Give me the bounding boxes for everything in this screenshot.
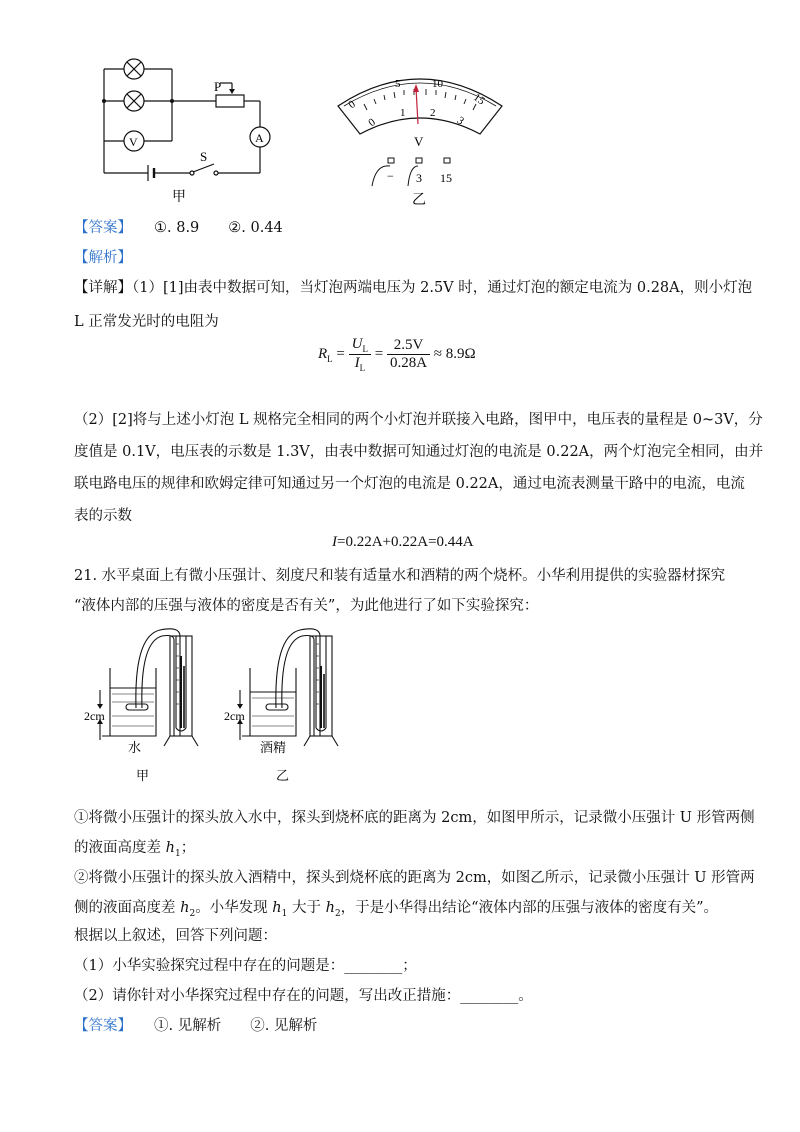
q21-step2-b [74, 898, 718, 924]
q21-h1: h [165, 840, 175, 856]
depth-label-alcohol: 2cm [224, 709, 245, 723]
q21-line2: “液体内部的压强与液体的密度是否有关”，为此他进行了如下实验探究： [74, 598, 539, 614]
q21-step2-b3: 大于 [287, 900, 326, 916]
formula-i-sub: L [359, 363, 366, 373]
answer-2-tag: 【答案】 [74, 1018, 132, 1034]
outer-tick-5: 5 [395, 78, 401, 90]
q21-step1-b [74, 838, 195, 864]
terminal-15: 15 [440, 171, 452, 185]
q21-question-1: （1）小华实验探究过程中存在的问题是：________； [74, 958, 417, 974]
pressure-gauge-alcohol [220, 616, 350, 786]
liquid-label-alcohol: 酒精 [260, 741, 287, 756]
detail-p2-line2: 度值是 0.1V，电压表的示数是 1.3V，由表中数据可知通过灯泡的电流是 0.22A，两个灯泡完全相同，由并 [74, 444, 764, 460]
rheostat-p-label: P [214, 79, 222, 94]
circuit-diagram [80, 55, 280, 205]
q21-question-2: （2）请你针对小华探究过程中存在的问题，写出改正措施：________。 [74, 988, 533, 1004]
formula-i: I [354, 355, 360, 371]
q21-step2-a: ②将微小压强计的探头放入酒精中，探头到烧杯底的距离为 2cm，如图乙所示，记录微小压强计 U 形管两 [74, 870, 755, 886]
q21-step2-b2: 。小华发现 [195, 900, 273, 916]
q21-step3: 根据以上叙述，回答下列问题： [74, 928, 277, 944]
outer-tick-15: 15 [471, 91, 487, 108]
formula-num: 2.5V [387, 337, 430, 355]
formula2-rest: =0.22A+0.22A=0.44A [337, 534, 474, 550]
fig-caption-a: 甲 [136, 769, 150, 784]
meter-unit-label: V [414, 134, 424, 149]
formula-result: ≈ 8.9Ω [433, 345, 476, 362]
inner-tick-2: 2 [430, 107, 436, 119]
answer-2-text: ①. 见解析 ②. 见解析 [154, 1018, 318, 1034]
detail-p1-text: （1）[1]由表中数据可知，当灯泡两端电压为 2.5V 时，通过灯泡的额定电流为 0.28A，则小灯泡 [132, 280, 753, 296]
terminal-3: 3 [416, 171, 422, 185]
analysis-tag: 【解析】 [74, 250, 132, 266]
answer-2 [74, 1016, 317, 1036]
q21-step1-b-text: 的液面高度差 [74, 840, 166, 856]
resistance-formula: $R_L$ = $\frac{U_L}{I_L}$ = $\frac{2.5V}{0.28A}$ ≈ 8.9Ω [318, 336, 476, 373]
detail-p1-line2: L 正常发光时的电阻为 [74, 314, 219, 330]
detail-tag: 【详解】 [74, 280, 132, 296]
meter-caption: 乙 [412, 192, 426, 208]
answer-1-text: ①. 8.9 ②. 0.44 [154, 220, 283, 236]
q21-step1-end: ； [180, 840, 196, 856]
q21-h2-ref-sub: 2 [334, 908, 341, 919]
q21-h2-sub: 2 [189, 908, 196, 919]
q21-step2-b1: 侧的液面高度差 [74, 900, 181, 916]
formula-u: U [351, 336, 363, 352]
pressure-gauge-water [80, 616, 210, 786]
q21-step1-a: ①将微小压强计的探头放入水中，探头到烧杯底的距离为 2cm，如图甲所示，记录微小压强计 U 形管两侧 [74, 810, 755, 826]
detail-p1-line1 [74, 278, 752, 298]
formula2-i: I [332, 534, 337, 550]
inner-tick-1: 1 [400, 107, 406, 119]
q21-h1-ref: h [272, 900, 282, 916]
answer-1 [74, 218, 283, 238]
outer-tick-10: 10 [432, 78, 443, 90]
detail-p2-line1: （2）[2]将与上述小灯泡 L 规格完全相同的两个小灯泡并联接入电路，图甲中，电压表的量程是 0~3V，分 [74, 412, 763, 428]
inner-tick-0: 0 [366, 116, 378, 130]
depth-label-water: 2cm [84, 709, 105, 723]
q21-h2-ref: h [325, 900, 335, 916]
q21-h1-sub: 1 [174, 848, 181, 859]
formula-r: R [318, 345, 328, 362]
inner-tick-3: 3 [454, 114, 467, 128]
formula-r-sub: L [327, 353, 333, 364]
switch-s-label: S [200, 149, 208, 164]
outer-tick-0: 0 [346, 98, 358, 112]
q21-h2: h [180, 900, 190, 916]
current-formula [332, 534, 474, 551]
ammeter-label: A [255, 131, 264, 145]
q21-line1: 21. 水平桌面上有微小压强计、刻度尺和装有适量水和酒精的两个烧杯。小华利用提供的实验器材探究 [74, 568, 726, 584]
formula-u-sub: L [362, 344, 368, 354]
q21-step2-b4: ，于是小华得出结论“液体内部的压强与液体的密度有关”。 [340, 900, 718, 916]
detail-p2-line3: 联电路电压的规律和欧姆定律可知通过另一个灯泡的电流是 0.22A，通过电流表测量干路中的电流，电流 [74, 476, 745, 492]
liquid-label-water: 水 [128, 741, 142, 756]
terminal-negative: − [387, 169, 394, 183]
detail-p2-line4: 表的示数 [74, 508, 132, 524]
formula-frac-ui [349, 336, 371, 373]
voltmeter-dial [330, 62, 510, 212]
answer-tag: 【答案】 [74, 220, 132, 236]
circuit-caption: 甲 [172, 189, 186, 205]
voltmeter-label: V [129, 135, 138, 149]
q21-h1-ref-sub: 1 [281, 908, 288, 919]
formula-frac-values [387, 337, 430, 372]
formula-den: 0.28A [389, 355, 428, 371]
fig-caption-b: 乙 [276, 769, 290, 784]
